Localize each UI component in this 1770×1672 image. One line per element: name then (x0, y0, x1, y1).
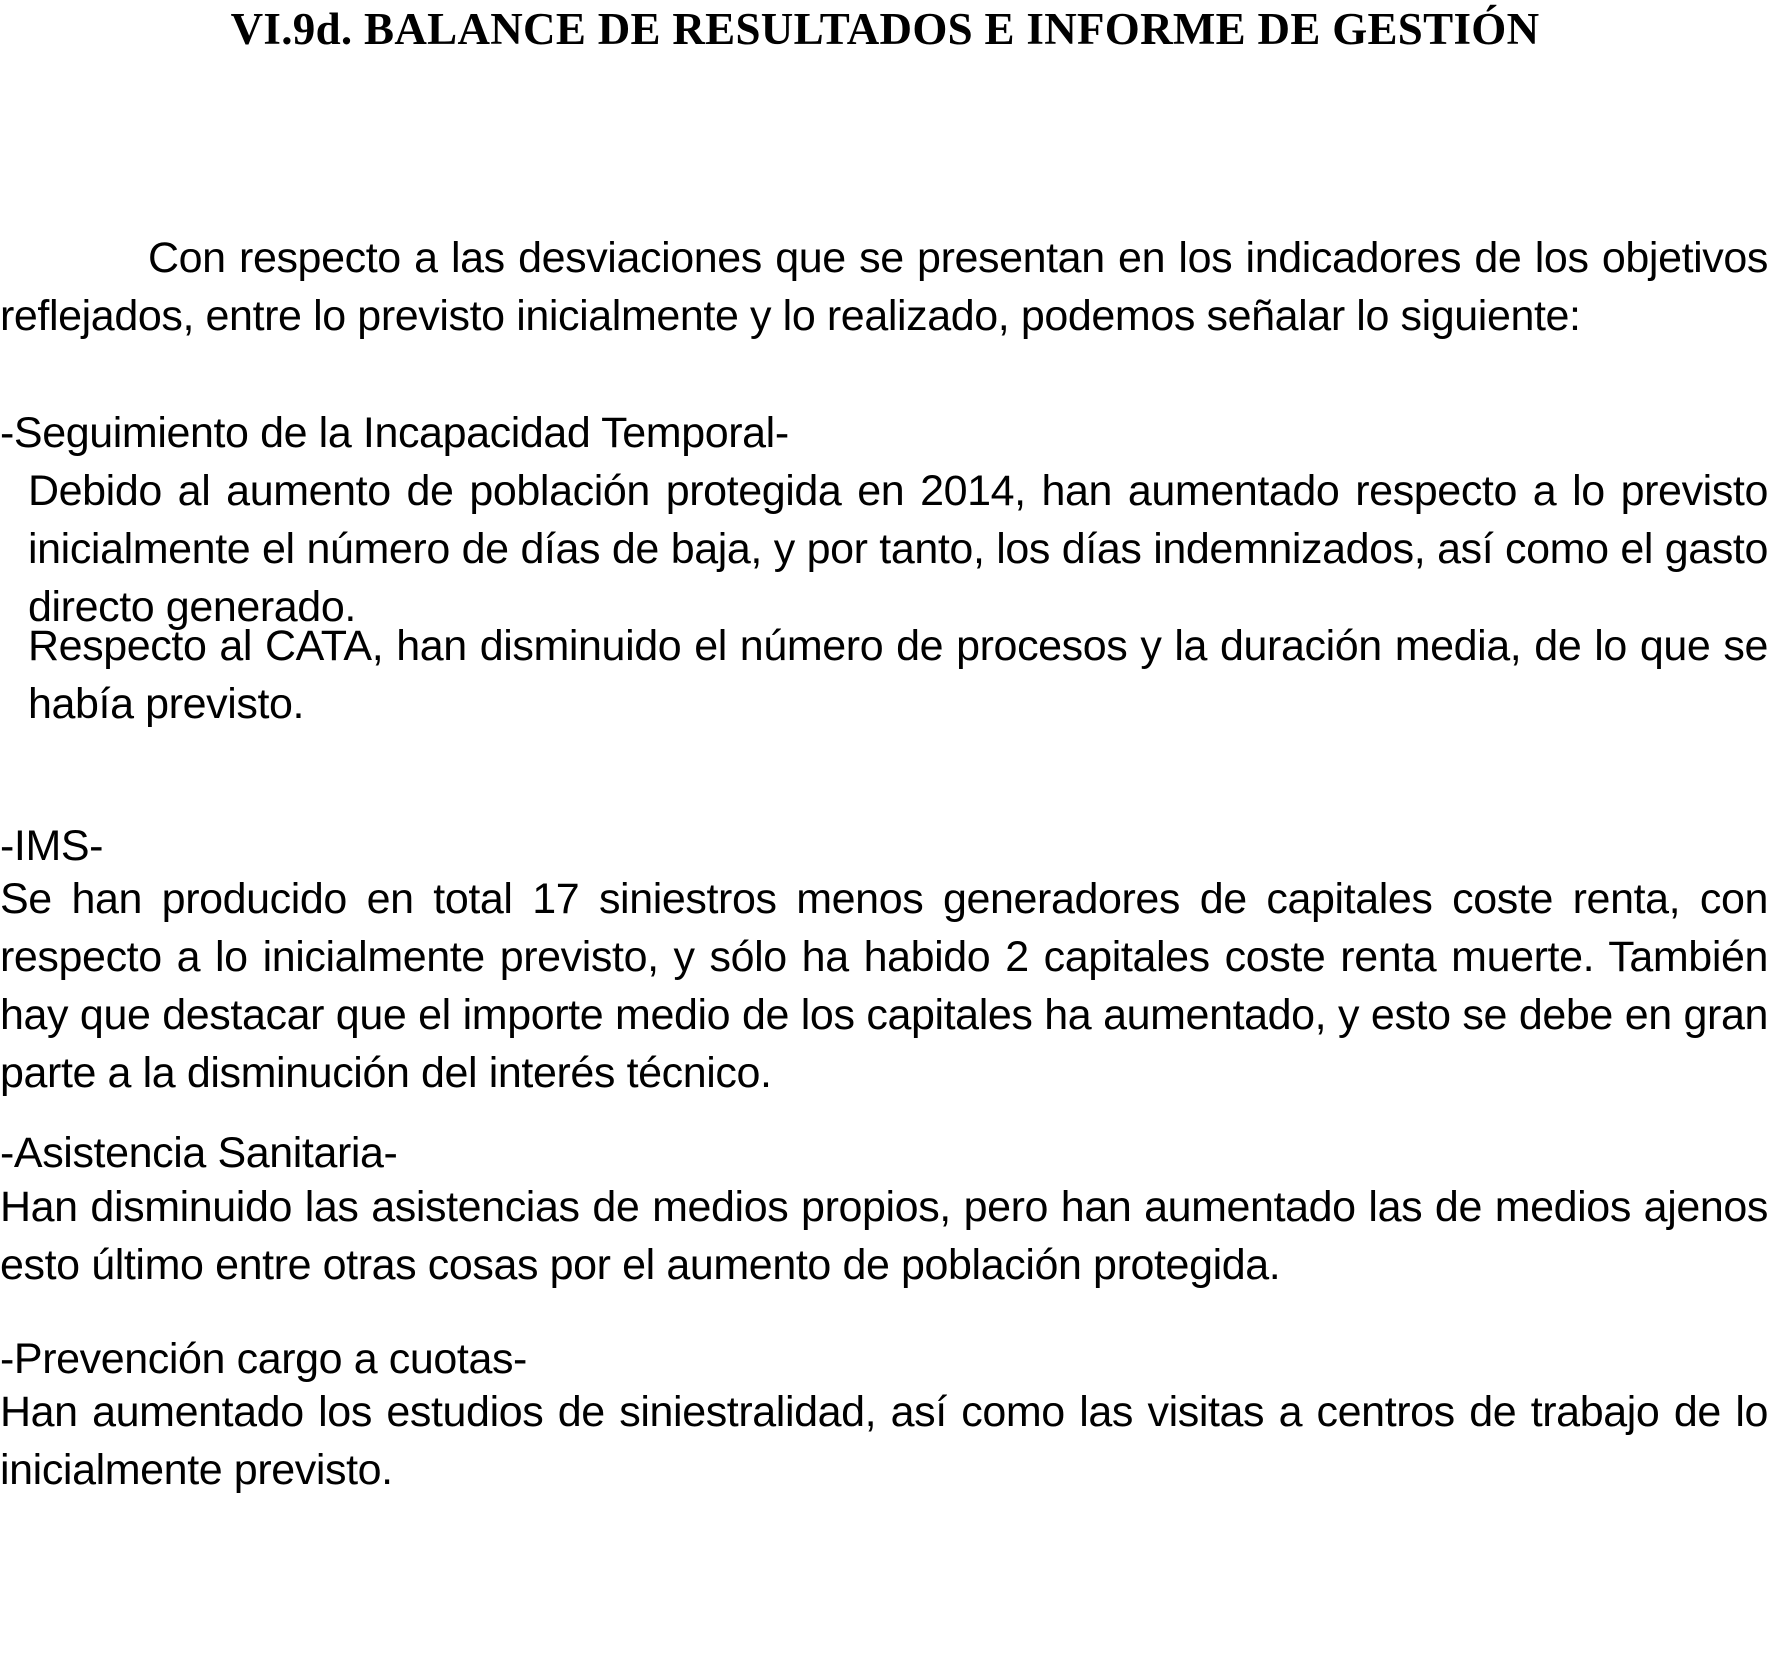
section-paragraph: Se han producido en total 17 siniestros menos generadores de capitales coste renta, con respecto a lo inicialmente previsto, y sólo ha habido 2 capitales coste renta muerte. También hay que destacar que el importe medio de los capitales ha aumentado, y esto se debe en gran parte a la disminución del interés técnico. (0, 875, 1768, 1097)
page-title: VI.9d. BALANCE DE RESULTADOS E INFORME DE GESTIÓN (230, 4, 1540, 54)
section-paragraph: Debido al aumento de población protegida en 2014, han aumentado respecto a lo previsto inicialmente el número de días de baja, y por tanto, los días indemnizados, así como el gasto directo generado. (28, 467, 1768, 631)
section-paragraph: Han disminuido las asistencias de medios propios, pero han aumentado las de medios ajenos esto último entre otras cosas por el aumento de población protegida. (0, 1183, 1768, 1289)
section-heading: -Seguimiento de la Incapacidad Temporal- (0, 409, 789, 457)
section-heading: -Prevención cargo a cuotas- (0, 1335, 527, 1383)
section-paragraph: Respecto al CATA, han disminuido el número de procesos y la duración media, de lo que se había previsto. (28, 622, 1768, 728)
section-paragraph: Han aumentado los estudios de siniestralidad, así como las visitas a centros de trabajo de lo inicialmente previsto. (0, 1388, 1768, 1494)
section-heading: -IMS- (0, 822, 104, 870)
section-heading: -Asistencia Sanitaria- (0, 1129, 398, 1177)
intro-paragraph: Con respecto a las desviaciones que se presentan en los indicadores de los objetivos reflejados, entre lo previsto inicialmente y lo realizado, podemos señalar lo siguiente: (0, 234, 1768, 340)
